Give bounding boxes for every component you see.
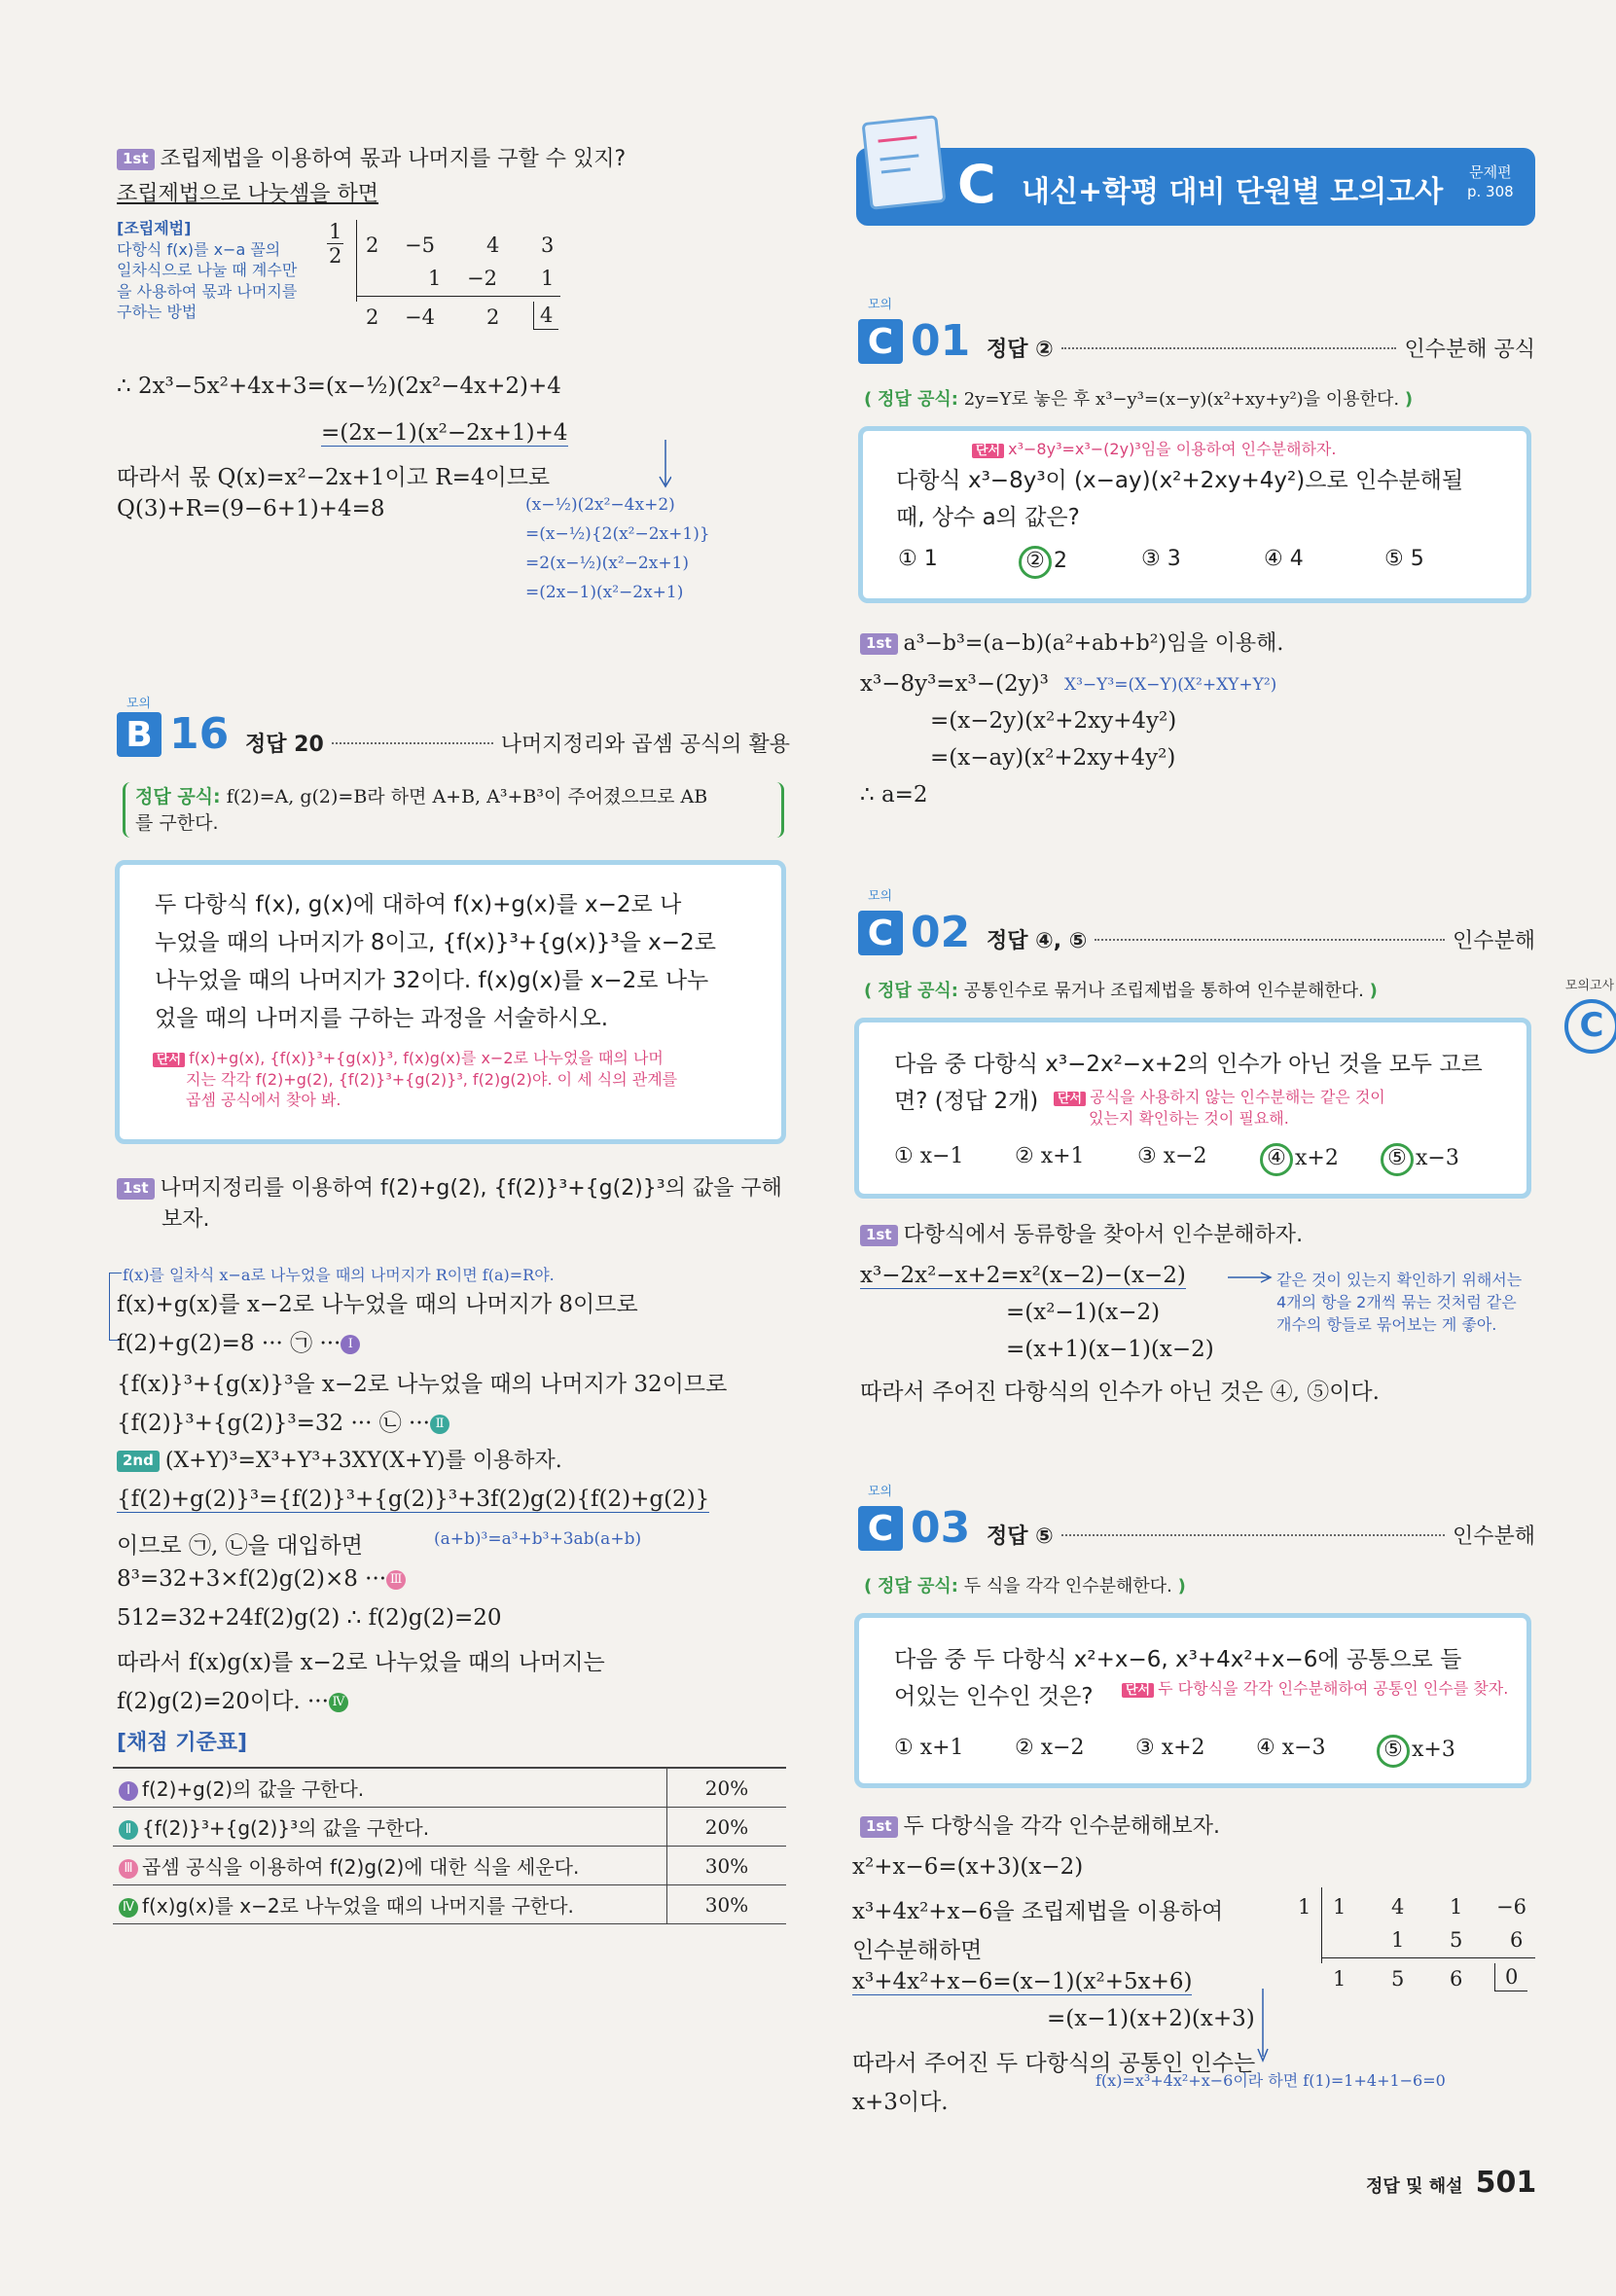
score-table-wrap: [113, 1767, 786, 1924]
solution-line: x²+x−6=(x+3)(x−2): [852, 1854, 1084, 1880]
side-note: X³−Y³=(X−Y)(X²+XY+Y²): [1064, 675, 1277, 695]
choice: ③ x−2: [1137, 1144, 1207, 1168]
question-text: 다항식 x³−8y³이 (x−ay)(x²+2xy+4y²)으로 인수분해될 때, 상수 a의 값은?: [896, 468, 1464, 530]
solution-line: =(x−2y)(x²+2xy+4y²): [930, 708, 1177, 734]
step-tag: 1st: [117, 149, 155, 170]
banner-letter: C: [957, 154, 996, 215]
step-title: 조립제법을 이용하여 몫과 나머지를 구할 수 있지?: [160, 147, 627, 171]
synthetic-division-table: 1 1 4 1 −6 1 5 6 1 5 6 0: [1294, 1887, 1537, 2004]
step-1st-header: [117, 146, 626, 174]
equation-line: =(2x−1)(x²−2x+1)+4: [321, 420, 568, 446]
remainder: 0: [1494, 1963, 1527, 1991]
choice: ① x+1: [894, 1736, 964, 1760]
section-banner: [856, 148, 1535, 226]
question-box-b16: [115, 860, 786, 1144]
question-text: 두 다항식 f(x), g(x)에 대하여 f(x)+g(x)를 x−2로 나 누었을 때의 나머지가 8이고, {f(x)}³+{g(x)}³을 x−2로 나누었을 때의 나머지가 32이다. f(x)g(x)를 x−2로 나누 었을 때의 나머지를 구하는 과정을 서술하시오.: [155, 892, 716, 1031]
solution-line: 512=32+24f(2)g(2) ∴ f(2)g(2)=20: [117, 1605, 502, 1631]
remainder: 4: [533, 302, 558, 330]
choice: ③ x+2: [1135, 1736, 1205, 1760]
question-text: 다음 중 다항식 x³−2x²−x+2의 인수가 아닌 것을 모두 고르 면? (정답 2개): [894, 1052, 1483, 1114]
hint: 단서 f(x)+g(x), {f(x)}³+{g(x)}³, f(x)g(x)를 x−2로 나누었을 때의 나머 지는 각각 f(2)+g(2), {f(2)}³+{g(2)}³, f(2)g(2)야. 이 세 식의 관계를 곱셈 공식에서 찾아 봐.: [153, 1048, 677, 1111]
banner-ref: 문제편 p. 308: [1467, 163, 1514, 200]
question-text: 다음 중 두 다항식 x²+x−6, x³+4x²+x−6에 공통으로 들 어있는 인수인 것은?: [894, 1647, 1462, 1709]
table-row: Ⅲ 곱셈 공식을 이용하여 f(2)g(2)에 대한 식을 세운다. 30%: [113, 1847, 786, 1885]
answer: 정답 20: [245, 733, 324, 757]
solution-line: x³+4x²+x−6=(x−1)(x²+5x+6): [852, 1969, 1193, 1994]
side-note: f(x)=x³+4x²+x−6이라 하면 f(1)=1+4+1−6=0: [1095, 2071, 1446, 2090]
moi-label: 모의: [126, 697, 152, 711]
score-title: [채점 기준표]: [117, 1731, 248, 1755]
formula-c01: ( 정답 공식: 2y=Y로 놓은 후 x³−y³=(x−y)(x²+xy+y²)을 이용한다. ): [864, 389, 1414, 410]
solution-line: f(2)+g(2)=8 ··· ㉠ ··· Ⅰ: [117, 1325, 364, 1357]
solution-line: 인수분해하면: [852, 1938, 983, 1963]
solution-line: 따라서 주어진 다항식의 인수가 아닌 것은 ④, ⑤이다.: [860, 1380, 1380, 1405]
equation-line: Q(3)+R=(9−6+1)+4=8: [117, 496, 385, 521]
page-number: 501: [1475, 2166, 1537, 2200]
solution-line: {f(2)+g(2)}³={f(2)}³+{g(2)}³+3f(2)g(2){f(2)+g(2)}: [117, 1487, 710, 1512]
question-number-c02: C 02: [858, 911, 970, 955]
solution-line: {f(2)}³+{g(2)}³=32 ··· ㉡ ··· Ⅱ: [117, 1405, 453, 1437]
formula-c02: ( 정답 공식: 공통인수로 묶거나 조립제법을 통하여 인수분해한다. ): [864, 981, 1378, 1001]
solution-line: =(x²−1)(x−2): [1006, 1300, 1161, 1325]
arrow-icon: [1228, 1271, 1275, 1284]
question-number-c01: C 01: [858, 319, 970, 364]
solution-line: 8³=32+3×f(2)g(2)×8 ··· Ⅲ: [117, 1566, 410, 1592]
hint: 단서 x³−8y³=x³−(2y)³임을 이용하여 인수분해하자.: [972, 439, 1336, 460]
formula-b16: 정답 공식: f(2)=A, g(2)=B라 하면 A+B, A³+B³이 주어졌으므로 AB 를 구한다.: [123, 782, 784, 838]
question-number-c03: C 03: [858, 1506, 970, 1551]
choice-correct: ② 2: [1019, 546, 1067, 579]
question-box-c02: [854, 1018, 1531, 1199]
question-number-b16: B 16: [117, 712, 229, 757]
clipboard-icon: [862, 115, 947, 210]
moi-label: 모의: [868, 298, 893, 312]
side-tab: 모의고사 C: [1564, 975, 1615, 1054]
table-row: Ⅱ {f(2)}³+{g(2)}³의 값을 구한다. 20%: [113, 1808, 786, 1847]
question-box-c03: [854, 1613, 1531, 1788]
answer-line-c03: 정답 ⑤ 인수분해: [987, 1525, 1535, 1549]
answer-line-c02: 정답 ④, ⑤ 인수분해: [987, 929, 1535, 953]
answer-line-b16: [245, 728, 790, 758]
solution-line: =(x+1)(x−1)(x−2): [1006, 1337, 1214, 1362]
solution-line: {f(x)}³+{g(x)}³을 x−2로 나누었을 때의 나머지가 32이므로: [117, 1372, 728, 1397]
solution-line: x+3이다.: [852, 2090, 949, 2115]
solution-line: 따라서 f(x)g(x)를 x−2로 나누었을 때의 나머지는: [117, 1650, 605, 1675]
topic: 나머지정리와 곱셈 공식의 활용: [500, 733, 790, 757]
table-row: Ⅰ f(2)+g(2)의 값을 구한다. 20%: [113, 1769, 786, 1808]
sidebar-line: 구하는 방법: [117, 303, 198, 322]
step-1st-header: 1st a³−b³=(a−b)(a²+ab+b²)임을 이용해.: [860, 630, 1283, 659]
synthetic-intro: 조립제법으로 나눗셈을 하면: [117, 182, 379, 206]
choice: ③ 3: [1141, 547, 1181, 571]
moi-label: 모의: [868, 1485, 893, 1499]
sidebar-line: 일차식으로 나눌 때 계수만: [117, 261, 298, 280]
formula-c03: ( 정답 공식: 두 식을 각각 인수분해한다. ): [864, 1576, 1186, 1596]
divisor: 1 2: [329, 220, 342, 268]
sidebar-title: [조립제법]: [117, 219, 192, 237]
score-table: [113, 1769, 786, 1924]
solution-line: ∴ a=2: [860, 782, 928, 807]
solution-line: f(2)g(2)=20이다. ··· Ⅳ: [117, 1683, 352, 1715]
choice: ⑤ 5: [1384, 547, 1424, 571]
equation-line: 따라서 몫 Q(x)=x²−2x+1이고 R=4이므로: [117, 465, 551, 490]
step-2nd-header: 2nd (X+Y)³=X³+Y³+3XY(X+Y)를 이용하자.: [117, 1448, 562, 1476]
answer-line-c01: 정답 ② 인수분해 공식: [987, 338, 1535, 362]
solution-line: 이므로 ㉠, ㉡을 대입하면: [117, 1533, 363, 1559]
solution-line: x³−8y³=x³−(2y)³: [860, 671, 1049, 697]
table-row: Ⅳ f(x)g(x)를 x−2로 나누었을 때의 나머지를 구한다. 30%: [113, 1885, 786, 1924]
step-text: 보자.: [162, 1207, 210, 1232]
choice: ④ 4: [1264, 547, 1304, 571]
solution-line: =(x−ay)(x²+2xy+4y²): [930, 745, 1176, 771]
step-1st-header: 1st 두 다항식을 각각 인수분해해보자.: [860, 1813, 1220, 1842]
page-footer: [1366, 2166, 1536, 2200]
sidebar-line: 다항식 f(x)를 x−a 꼴의: [117, 239, 281, 259]
side-note: (a+b)³=a³+b³+3ab(a+b): [434, 1529, 642, 1549]
choice: ① x−1: [894, 1144, 964, 1168]
solution-line: x³−2x²−x+2=x²(x−2)−(x−2): [860, 1263, 1186, 1288]
equation-line: ∴ 2x³−5x²+4x+3=(x−½)(2x²−4x+2)+4: [117, 374, 561, 399]
choice: ① 1: [898, 547, 938, 571]
footer-label: 정답 및 해설: [1366, 2176, 1463, 2197]
solution-line: f(x)+g(x)를 x−2로 나누었을 때의 나머지가 8이므로: [117, 1292, 638, 1317]
choice-correct: ⑤ x−3: [1381, 1143, 1459, 1176]
synthetic-sidebar: [117, 218, 297, 323]
divisor: 1: [1298, 1895, 1311, 1919]
moi-label: 모의: [868, 889, 893, 904]
blue-work: (x−½)(2x²−4x+2) =(x−½){2(x²−2x+1)} =2(x−½)(x²−2x+1) =(2x−1)(x²−2x+1): [525, 495, 710, 602]
side-note: f(x)를 일차식 x−a로 나누었을 때의 나머지가 R이면 f(a)=R야.: [123, 1266, 555, 1284]
hint: 단서 공식을 사용하지 않는 인수분해는 같은 것이 있는지 확인하는 것이 필요해.: [1054, 1087, 1385, 1129]
choice: ④ x−3: [1256, 1736, 1326, 1760]
step-1st-header: 1st 다항식에서 동류항을 찾아서 인수분해하자.: [860, 1222, 1303, 1250]
choice-correct: ⑤ x+3: [1377, 1735, 1455, 1768]
choice-correct: ④ x+2: [1260, 1143, 1339, 1176]
sidebar-line: 을 사용하여 몫과 나머지를: [117, 281, 298, 301]
arrow-icon: [1255, 1987, 1271, 2066]
solution-line: 따라서 주어진 두 다항식의 공통인 인수는: [852, 2051, 1256, 2076]
choice: ② x−2: [1015, 1736, 1085, 1760]
solution-line: x³+4x²+x−6을 조립제법을 이용하여: [852, 1899, 1224, 1924]
step-1st-header: 1st 나머지정리를 이용하여 f(2)+g(2), {f(2)}³+{g(2)}³의 값을 구해: [117, 1175, 782, 1203]
banner-title: 내신+학평 대비 단원별 모의고사: [1022, 175, 1444, 209]
side-note: 같은 것이 있는지 확인하기 위해서는 4개의 항을 2개씩 묶는 것처럼 같은 개수의 항들로 묶어보는 게 좋아.: [1276, 1271, 1523, 1335]
question-box-c01: [858, 426, 1531, 603]
synthetic-division-table: 1 2 2 −5 4 3 1 −2 1 2 −4 2 4: [321, 220, 574, 337]
choice: ② x+1: [1015, 1144, 1085, 1168]
hint: 단서 두 다항식을 각각 인수분해하여 공통인 인수를 찾자.: [1122, 1678, 1508, 1700]
solution-line: =(x−1)(x+2)(x+3): [1047, 2006, 1255, 2031]
arrow-icon: [642, 438, 671, 496]
